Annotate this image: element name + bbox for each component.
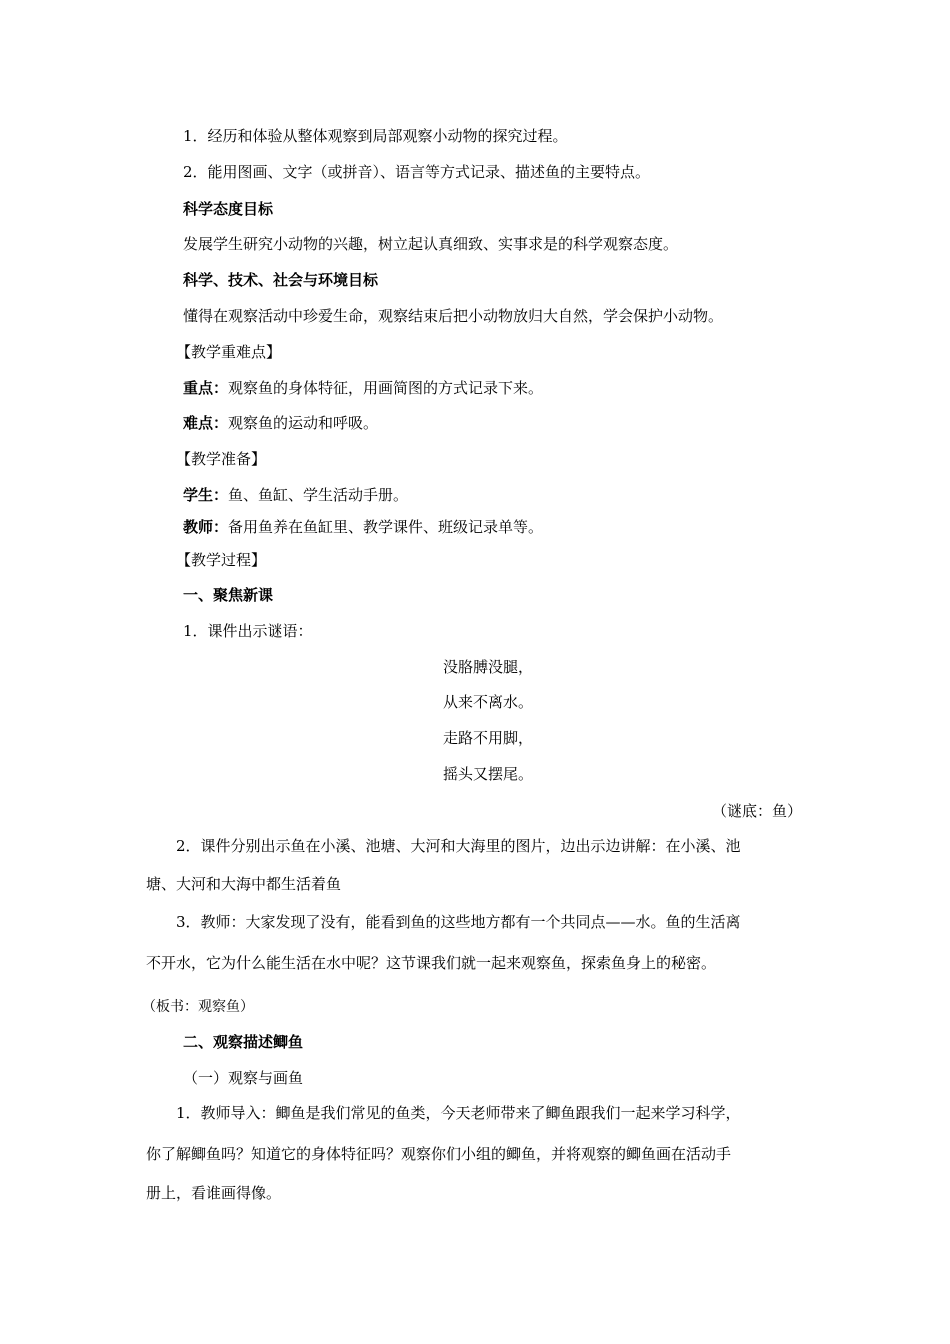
sub-step-1-line-1: 1．教师导入：鲫鱼是我们常见的鱼类，今天老师带来了鲫鱼跟我们一起来学习科学， bbox=[176, 1104, 741, 1122]
section-heading-sts: 科学、技术、社会与环境目标 bbox=[183, 271, 379, 289]
key-point-line bbox=[183, 377, 543, 399]
part-two-heading: 二、观察描述鲫鱼 bbox=[183, 1033, 304, 1051]
teacher-prep-text: 备用鱼养在鱼缸里、教学课件、班级记录单等。 bbox=[228, 518, 544, 536]
student-prep-label: 学生： bbox=[183, 486, 229, 504]
key-point-text: 观察鱼的身体特征，用画简图的方式记录下来。 bbox=[228, 379, 544, 397]
subsection-observe-draw: （一）观察与画鱼 bbox=[183, 1069, 304, 1087]
teacher-prep-line bbox=[183, 516, 543, 538]
goal-item-2: 2．能用图画、文字（或拼音）、语言等方式记录、描述鱼的主要特点。 bbox=[183, 163, 651, 181]
step-2-line-1: 2．课件分别出示鱼在小溪、池塘、大河和大海里的图片，边出示边讲解：在小溪、池 bbox=[176, 837, 741, 855]
student-prep-line bbox=[183, 484, 408, 506]
sub-step-1-line-2: 你了解鲫鱼吗？知道它的身体特征吗？观察你们小组的鲫鱼，并将观察的鲫鱼画在活动手 bbox=[146, 1145, 732, 1163]
section-heading-attitude: 科学态度目标 bbox=[183, 200, 274, 218]
part-one-heading: 一、聚焦新课 bbox=[183, 586, 274, 604]
teacher-prep-label: 教师： bbox=[183, 518, 229, 536]
section-heading-preparation: 【教学准备】 bbox=[176, 450, 267, 468]
riddle-answer: （谜底：鱼） bbox=[711, 802, 802, 820]
riddle-line-3: 走路不用脚， bbox=[443, 729, 534, 747]
difficult-point-label: 难点： bbox=[183, 414, 229, 432]
step-2-line-2: 塘、大河和大海中都生活着鱼 bbox=[146, 875, 342, 893]
difficult-point-text: 观察鱼的运动和呼吸。 bbox=[228, 414, 379, 432]
section-heading-key-points: 【教学重难点】 bbox=[176, 343, 282, 361]
section-heading-process: 【教学过程】 bbox=[176, 551, 267, 569]
step-1-text: 1．课件出示谜语： bbox=[183, 622, 313, 640]
riddle-line-1: 没胳膊没腿， bbox=[443, 658, 534, 676]
board-note: （板书：观察鱼） bbox=[142, 999, 254, 1015]
step-3-line-2: 不开水，它为什么能生活在水中呢？这节课我们就一起来观察鱼，探索鱼身上的秘密。 bbox=[146, 954, 717, 972]
goal-item-1: 1．经历和体验从整体观察到局部观察小动物的探究过程。 bbox=[183, 127, 568, 145]
student-prep-text: 鱼、鱼缸、学生活动手册。 bbox=[228, 486, 409, 504]
step-3-line-1: 3．教师：大家发现了没有，能看到鱼的这些地方都有一个共同点——水。鱼的生活离 bbox=[176, 913, 741, 931]
attitude-text: 发展学生研究小动物的兴趣，树立起认真细致、实事求是的科学观察态度。 bbox=[183, 235, 679, 253]
riddle-line-4: 摇头又摆尾。 bbox=[443, 765, 534, 783]
sub-step-1-line-3: 册上，看谁画得像。 bbox=[146, 1184, 282, 1202]
sts-text: 懂得在观察活动中珍爱生命，观察结束后把小动物放归大自然，学会保护小动物。 bbox=[183, 307, 724, 325]
difficult-point-line bbox=[183, 412, 378, 434]
key-point-label: 重点： bbox=[183, 379, 229, 397]
riddle-line-2: 从来不离水。 bbox=[443, 693, 534, 711]
